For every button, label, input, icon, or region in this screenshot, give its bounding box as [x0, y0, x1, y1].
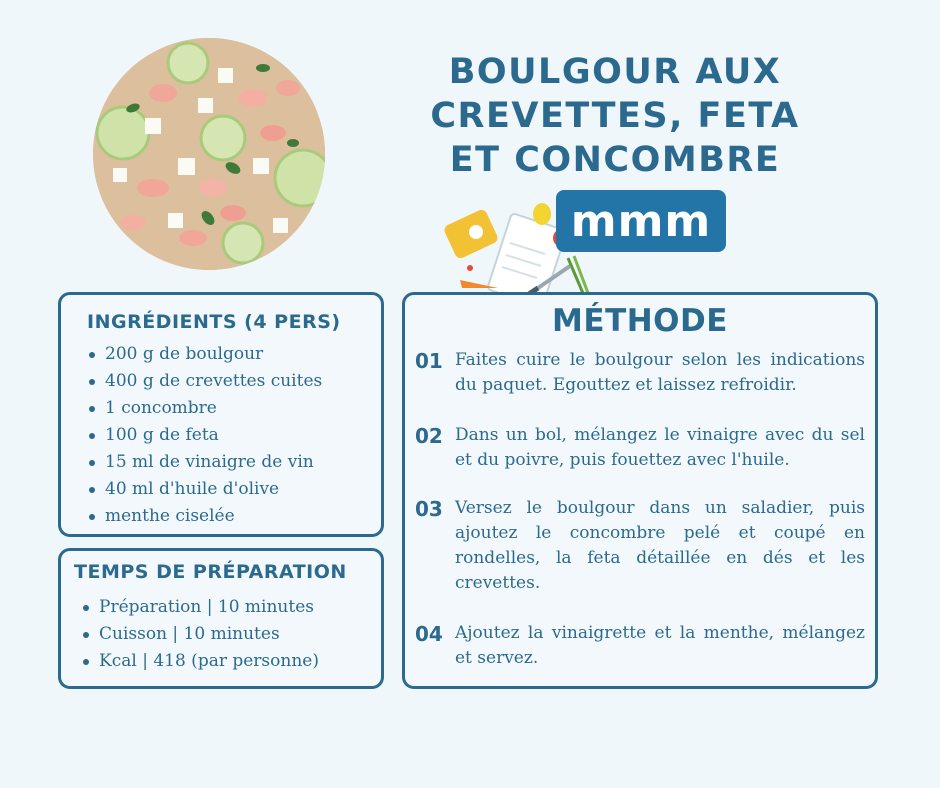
ingredients-list: [85, 341, 322, 530]
brand-logo: mmm: [556, 190, 726, 252]
prep-time-card: [58, 548, 384, 689]
ingredients-heading: INGRÉDIENTS (4 PERS): [87, 311, 341, 333]
prep-time-heading: TEMPS DE PRÉPARATION: [74, 561, 347, 583]
step-number: 01: [415, 349, 443, 373]
method-card: [402, 292, 878, 689]
list-item: menthe ciselée: [85, 503, 322, 530]
list-item: Kcal | 418 (par personne): [79, 648, 319, 675]
list-item: 100 g de feta: [85, 422, 322, 449]
method-step: [415, 496, 865, 596]
step-number: 02: [415, 424, 443, 448]
method-step: [415, 621, 865, 671]
method-heading: MÉTHODE: [552, 303, 728, 339]
list-item: 40 ml d'huile d'olive: [85, 476, 322, 503]
list-item: Cuisson | 10 minutes: [79, 621, 319, 648]
method-step: [415, 348, 865, 398]
list-item: 200 g de boulgour: [85, 341, 322, 368]
list-item: Préparation | 10 minutes: [79, 594, 319, 621]
recipe-title: BOULGOUR AUX CREVETTES, FETA ET CONCOMBRE: [430, 52, 800, 180]
list-item: 15 ml de vinaigre de vin: [85, 449, 322, 476]
step-text: Ajoutez la vinaigrette et la menthe, mélangez et servez.: [455, 623, 865, 668]
ingredients-card: [58, 292, 384, 537]
step-number: 03: [415, 497, 443, 521]
method-step: [415, 423, 865, 473]
list-item: 1 concombre: [85, 395, 322, 422]
step-text: Dans un bol, mélangez le vinaigre avec du sel et du poivre, puis fouettez avec l'huile.: [455, 425, 865, 470]
step-text: Versez le boulgour dans un saladier, puis ajoutez le concombre pelé et coupé en rondelles, la feta détaillée en dés et les crevettes.: [455, 498, 865, 593]
dish-photo: [93, 38, 325, 270]
step-number: 04: [415, 622, 443, 646]
list-item: 400 g de crevettes cuites: [85, 368, 322, 395]
prep-time-list: [79, 594, 319, 675]
step-text: Faites cuire le boulgour selon les indications du paquet. Egouttez et laissez refroidir.: [455, 350, 865, 395]
